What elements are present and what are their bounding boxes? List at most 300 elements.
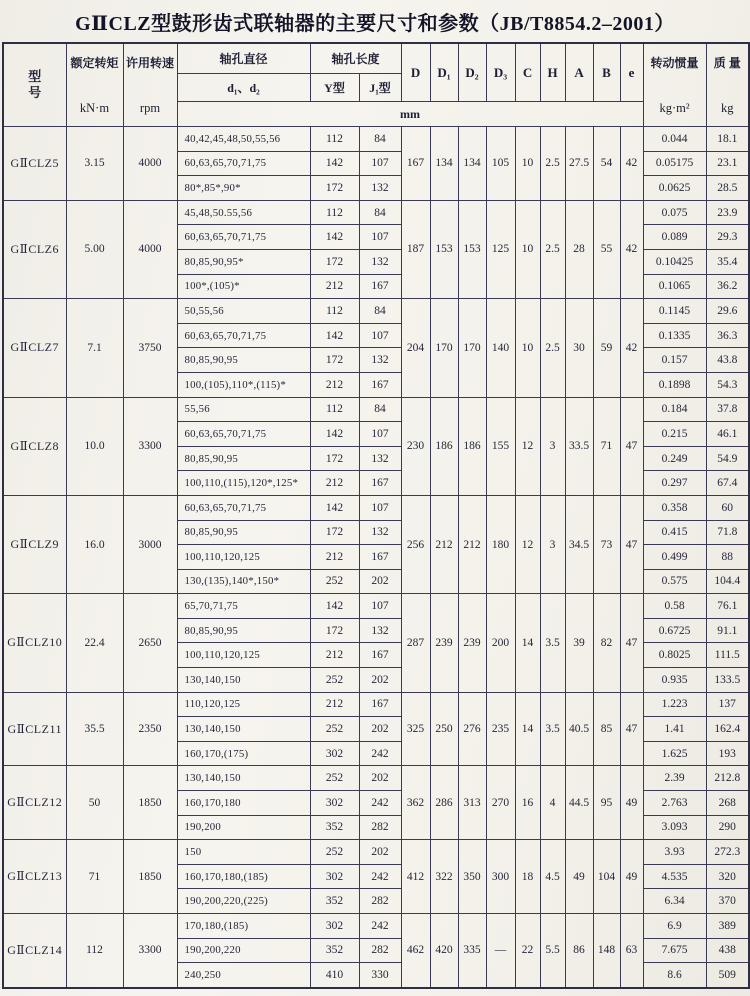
bore-diameters-cell: 60,63,65,70,71,75: [177, 225, 310, 250]
inertia-cell: 0.089: [643, 225, 706, 250]
bore-diameters-cell: 55,56: [177, 397, 310, 422]
speed-cell: 3300: [123, 914, 177, 988]
dim-cell-5: 3: [540, 397, 565, 495]
table-row: [3, 692, 749, 717]
j1-type-length-cell: 202: [359, 569, 401, 594]
dim-cell-7: 95: [593, 766, 620, 840]
dim-cell-0: 362: [401, 766, 430, 840]
mass-cell: 35.4: [706, 249, 749, 274]
dim-cell-6: 33.5: [565, 397, 593, 495]
bore-diameters-cell: 100,110,120,125: [177, 643, 310, 668]
inertia-cell: 0.358: [643, 495, 706, 520]
inertia-cell: 1.223: [643, 692, 706, 717]
bore-diameters-cell: 190,200: [177, 815, 310, 840]
dim-cell-1: 212: [430, 495, 458, 593]
dim-cell-7: 54: [593, 127, 620, 201]
table-row: [3, 397, 749, 422]
col-header-dim-4: C: [515, 43, 540, 102]
y-type-length-cell: 112: [310, 200, 359, 225]
inertia-cell: 0.499: [643, 545, 706, 570]
dim-cell-8: 47: [620, 692, 643, 766]
j1-type-length-cell: 132: [359, 348, 401, 373]
bore-diameters-cell: 190,200,220: [177, 938, 310, 963]
torque-cell: 22.4: [66, 594, 123, 692]
bore-diameters-cell: 160,170,180: [177, 791, 310, 816]
y-type-length-cell: 212: [310, 274, 359, 299]
col-header-mass: [706, 43, 749, 127]
y-type-length-cell: 352: [310, 815, 359, 840]
inertia-cell: 4.535: [643, 864, 706, 889]
inertia-cell: 0.1065: [643, 274, 706, 299]
dim-cell-3: 125: [486, 200, 515, 298]
dim-cell-0: 187: [401, 200, 430, 298]
inertia-cell: 0.0625: [643, 176, 706, 201]
j1-type-length-cell: 132: [359, 618, 401, 643]
dim-cell-3: 200: [486, 594, 515, 692]
dim-cell-7: 71: [593, 397, 620, 495]
inertia-cell: 0.1898: [643, 372, 706, 397]
bore-diameters-cell: 60,63,65,70,71,75: [177, 323, 310, 348]
mass-cell: 29.3: [706, 225, 749, 250]
col-header-dim-8: e: [620, 43, 643, 102]
bore-diameters-cell: 150: [177, 840, 310, 865]
y-type-length-cell: 252: [310, 717, 359, 742]
mass-cell: 137: [706, 692, 749, 717]
inertia-cell: 6.34: [643, 889, 706, 914]
dim-cell-2: 276: [458, 692, 486, 766]
bore-diameters-cell: 80,85,90,95: [177, 446, 310, 471]
torque-header-label: 额定转矩: [70, 56, 119, 70]
dim-cell-6: 30: [565, 299, 593, 397]
dim-cell-8: 49: [620, 840, 643, 914]
y-type-length-cell: 302: [310, 914, 359, 939]
dim-cell-1: 134: [430, 127, 458, 201]
y-type-length-cell: 142: [310, 151, 359, 176]
mass-cell: 54.9: [706, 446, 749, 471]
bore-diameters-cell: 60,63,65,70,71,75: [177, 422, 310, 447]
dim-cell-8: 47: [620, 594, 643, 692]
inertia-cell: 0.184: [643, 397, 706, 422]
mass-cell: 60: [706, 495, 749, 520]
dim-cell-8: 47: [620, 397, 643, 495]
dim-cell-0: 167: [401, 127, 430, 201]
j1-type-length-cell: 282: [359, 815, 401, 840]
mass-cell: 46.1: [706, 422, 749, 447]
inertia-cell: 8.6: [643, 963, 706, 988]
y-type-length-cell: 142: [310, 225, 359, 250]
y-type-length-cell: 172: [310, 176, 359, 201]
mass-cell: 320: [706, 864, 749, 889]
j1-type-length-cell: 132: [359, 249, 401, 274]
y-type-length-cell: 252: [310, 766, 359, 791]
mass-cell: 29.6: [706, 299, 749, 324]
bore-diameters-cell: 60,63,65,70,71,75: [177, 495, 310, 520]
speed-cell: 1850: [123, 766, 177, 840]
dim-cell-8: 47: [620, 495, 643, 593]
inertia-cell: 0.415: [643, 520, 706, 545]
table-row: [3, 495, 749, 520]
j1-type-length-cell: 84: [359, 200, 401, 225]
col-header-inertia: [643, 43, 706, 127]
dim-cell-5: 3: [540, 495, 565, 593]
dim-cell-4: 18: [515, 840, 540, 914]
torque-cell: 35.5: [66, 692, 123, 766]
dim-cell-6: 49: [565, 840, 593, 914]
dim-cell-2: 153: [458, 200, 486, 298]
bore-diameters-cell: 160,170,(175): [177, 741, 310, 766]
bore-diameters-cell: 80,85,90,95: [177, 520, 310, 545]
mass-cell: 54.3: [706, 372, 749, 397]
inertia-cell: 3.93: [643, 840, 706, 865]
dim-cell-1: 420: [430, 914, 458, 988]
mass-cell: 268: [706, 791, 749, 816]
j1-type-length-cell: 202: [359, 766, 401, 791]
inertia-cell: 0.05175: [643, 151, 706, 176]
dim-cell-5: 5.5: [540, 914, 565, 988]
dim-cell-6: 44.5: [565, 766, 593, 840]
dim-cell-4: 16: [515, 766, 540, 840]
j1-type-length-cell: 282: [359, 938, 401, 963]
inertia-header-label: 转动惯量: [650, 56, 699, 70]
torque-cell: 10.0: [66, 397, 123, 495]
model-cell: GⅡCLZ9: [3, 495, 66, 593]
dim-cell-4: 10: [515, 299, 540, 397]
col-subheader-j1-type: J₁型: [359, 74, 401, 102]
model-header-line1: 型: [28, 68, 42, 84]
col-header-dim-5: H: [540, 43, 565, 102]
unit-band-mm: mm: [177, 102, 643, 127]
dim-cell-8: 49: [620, 766, 643, 840]
j1-type-length-cell: 202: [359, 717, 401, 742]
dim-cell-3: 235: [486, 692, 515, 766]
dim-cell-2: 170: [458, 299, 486, 397]
mass-cell: 88: [706, 545, 749, 570]
j1-type-length-cell: 242: [359, 741, 401, 766]
j1-type-length-cell: 107: [359, 225, 401, 250]
inertia-cell: 0.075: [643, 200, 706, 225]
j1-type-length-cell: 167: [359, 274, 401, 299]
dim-cell-3: —: [486, 914, 515, 988]
speed-cell: 4000: [123, 200, 177, 298]
bore-diameters-cell: 130,140,150: [177, 717, 310, 742]
y-type-length-cell: 142: [310, 594, 359, 619]
y-type-length-cell: 212: [310, 471, 359, 496]
dim-cell-4: 14: [515, 692, 540, 766]
mass-cell: 104.4: [706, 569, 749, 594]
y-type-length-cell: 142: [310, 323, 359, 348]
mass-cell: 67.4: [706, 471, 749, 496]
dim-cell-0: 204: [401, 299, 430, 397]
torque-cell: 50: [66, 766, 123, 840]
dim-cell-7: 73: [593, 495, 620, 593]
inertia-cell: 7.675: [643, 938, 706, 963]
j1-type-length-cell: 242: [359, 791, 401, 816]
speed-cell: 3300: [123, 397, 177, 495]
j1-type-length-cell: 202: [359, 668, 401, 693]
y-type-length-cell: 142: [310, 495, 359, 520]
dim-cell-5: 3.5: [540, 594, 565, 692]
table-body: [3, 127, 749, 988]
col-header-dim-2: D₂: [458, 43, 486, 102]
table-row: [3, 766, 749, 791]
j1-type-length-cell: 167: [359, 372, 401, 397]
bore-diameters-cell: 80,85,90,95: [177, 348, 310, 373]
j1-type-length-cell: 132: [359, 176, 401, 201]
col-header-bore-length: 轴孔长度: [310, 43, 401, 74]
inertia-cell: 0.297: [643, 471, 706, 496]
inertia-cell: 2.763: [643, 791, 706, 816]
mass-cell: 71.8: [706, 520, 749, 545]
j1-type-length-cell: 107: [359, 151, 401, 176]
speed-cell: 2350: [123, 692, 177, 766]
mass-cell: 18.1: [706, 127, 749, 152]
mass-cell: 193: [706, 741, 749, 766]
dim-cell-6: 34.5: [565, 495, 593, 593]
dim-cell-5: 2.5: [540, 127, 565, 201]
j1-type-length-cell: 167: [359, 545, 401, 570]
table-row: [3, 594, 749, 619]
dim-cell-1: 322: [430, 840, 458, 914]
bore-diameters-cell: 65,70,71,75: [177, 594, 310, 619]
y-type-length-cell: 410: [310, 963, 359, 988]
y-type-length-cell: 252: [310, 668, 359, 693]
bore-diameters-cell: 110,120,125: [177, 692, 310, 717]
header-row-1: [3, 43, 749, 74]
col-header-dim-7: B: [593, 43, 620, 102]
mass-cell: 37.8: [706, 397, 749, 422]
col-header-torque: [66, 43, 123, 127]
j1-type-length-cell: 242: [359, 864, 401, 889]
model-cell: GⅡCLZ6: [3, 200, 66, 298]
inertia-cell: 0.935: [643, 668, 706, 693]
dim-cell-6: 28: [565, 200, 593, 298]
dim-cell-6: 86: [565, 914, 593, 988]
j1-type-length-cell: 330: [359, 963, 401, 988]
bore-diameters-cell: 240,250: [177, 963, 310, 988]
dim-cell-8: 42: [620, 200, 643, 298]
dim-cell-5: 4.5: [540, 840, 565, 914]
mass-cell: 438: [706, 938, 749, 963]
speed-cell: 3750: [123, 299, 177, 397]
y-type-length-cell: 172: [310, 618, 359, 643]
inertia-cell: 0.58: [643, 594, 706, 619]
dim-cell-5: 4: [540, 766, 565, 840]
mass-cell: 36.3: [706, 323, 749, 348]
dim-cell-1: 170: [430, 299, 458, 397]
bore-diameters-cell: 130,140,150: [177, 668, 310, 693]
col-header-dim-0: D: [401, 43, 430, 102]
y-type-length-cell: 352: [310, 938, 359, 963]
table-row: [3, 914, 749, 939]
dim-cell-8: 42: [620, 299, 643, 397]
dim-cell-4: 10: [515, 127, 540, 201]
y-type-length-cell: 302: [310, 791, 359, 816]
torque-cell: 71: [66, 840, 123, 914]
bore-diameters-cell: 100,(105),110*,(115)*: [177, 372, 310, 397]
bore-diameters-cell: 45,48,50.55,56: [177, 200, 310, 225]
mass-cell: 272.3: [706, 840, 749, 865]
mass-cell: 389: [706, 914, 749, 939]
y-type-length-cell: 142: [310, 422, 359, 447]
dim-cell-2: 134: [458, 127, 486, 201]
inertia-cell: 0.8025: [643, 643, 706, 668]
model-cell: GⅡCLZ11: [3, 692, 66, 766]
y-type-length-cell: 252: [310, 569, 359, 594]
j1-type-length-cell: 242: [359, 914, 401, 939]
page-title: GⅡCLZ型鼓形齿式联轴器的主要尺寸和参数（JB/T8854.2–2001）: [75, 13, 675, 35]
speed-header-label: 许用转速: [125, 56, 174, 70]
inertia-cell: 0.1335: [643, 323, 706, 348]
bore-diameters-cell: 190,200,220,(225): [177, 889, 310, 914]
y-type-length-cell: 172: [310, 520, 359, 545]
inertia-cell: 0.215: [643, 422, 706, 447]
dim-cell-6: 27.5: [565, 127, 593, 201]
bore-diameters-cell: 100,110,(115),120*,125*: [177, 471, 310, 496]
bore-diameters-cell: 40,42,45,48,50,55,56: [177, 127, 310, 152]
speed-cell: 2650: [123, 594, 177, 692]
dim-cell-2: 350: [458, 840, 486, 914]
y-type-length-cell: 302: [310, 864, 359, 889]
y-type-length-cell: 172: [310, 446, 359, 471]
model-cell: GⅡCLZ13: [3, 840, 66, 914]
col-subheader-d1-d2: d₁、d₂: [177, 74, 310, 102]
dim-cell-3: 105: [486, 127, 515, 201]
dim-cell-4: 12: [515, 495, 540, 593]
dim-cell-3: 155: [486, 397, 515, 495]
dim-cell-7: 104: [593, 840, 620, 914]
j1-type-length-cell: 132: [359, 520, 401, 545]
col-header-dim-1: D₁: [430, 43, 458, 102]
y-type-length-cell: 252: [310, 840, 359, 865]
j1-type-length-cell: 132: [359, 446, 401, 471]
col-header-dim-6: A: [565, 43, 593, 102]
dim-cell-6: 39: [565, 594, 593, 692]
dim-cell-3: 300: [486, 840, 515, 914]
inertia-cell: 0.575: [643, 569, 706, 594]
j1-type-length-cell: 84: [359, 127, 401, 152]
inertia-cell: 1.625: [643, 741, 706, 766]
inertia-cell: 1.41: [643, 717, 706, 742]
bore-diameters-cell: 80,85,90,95*: [177, 249, 310, 274]
table-row: [3, 299, 749, 324]
mass-header-unit: kg: [721, 101, 734, 115]
col-subheader-y-type: Y型: [310, 74, 359, 102]
dim-cell-0: 462: [401, 914, 430, 988]
torque-cell: 16.0: [66, 495, 123, 593]
mass-cell: 36.2: [706, 274, 749, 299]
j1-type-length-cell: 84: [359, 397, 401, 422]
speed-header-unit: rpm: [139, 101, 161, 115]
y-type-length-cell: 212: [310, 692, 359, 717]
model-cell: GⅡCLZ5: [3, 127, 66, 201]
y-type-length-cell: 302: [310, 741, 359, 766]
model-header-line2: 号: [28, 85, 42, 100]
j1-type-length-cell: 202: [359, 840, 401, 865]
table-row: [3, 200, 749, 225]
coupling-spec-table: [2, 42, 750, 989]
mass-cell: 111.5: [706, 643, 749, 668]
dim-cell-0: 230: [401, 397, 430, 495]
inertia-cell: 0.044: [643, 127, 706, 152]
mass-cell: 91.1: [706, 618, 749, 643]
torque-header-unit: kN·m: [79, 101, 110, 115]
mass-cell: 43.8: [706, 348, 749, 373]
model-cell: GⅡCLZ8: [3, 397, 66, 495]
mass-cell: 76.1: [706, 594, 749, 619]
j1-type-length-cell: 84: [359, 299, 401, 324]
torque-cell: 7.1: [66, 299, 123, 397]
table-row: [3, 127, 749, 152]
dim-cell-3: 270: [486, 766, 515, 840]
j1-type-length-cell: 107: [359, 323, 401, 348]
dim-cell-8: 42: [620, 127, 643, 201]
dim-cell-2: 239: [458, 594, 486, 692]
dim-cell-6: 40.5: [565, 692, 593, 766]
j1-type-length-cell: 167: [359, 471, 401, 496]
y-type-length-cell: 212: [310, 643, 359, 668]
mass-cell: 212.8: [706, 766, 749, 791]
mass-cell: 509: [706, 963, 749, 988]
mass-cell: 162.4: [706, 717, 749, 742]
dim-cell-0: 325: [401, 692, 430, 766]
model-cell: GⅡCLZ12: [3, 766, 66, 840]
dim-cell-4: 22: [515, 914, 540, 988]
dim-cell-7: 55: [593, 200, 620, 298]
dim-cell-1: 250: [430, 692, 458, 766]
dim-cell-7: 148: [593, 914, 620, 988]
dim-cell-0: 412: [401, 840, 430, 914]
y-type-length-cell: 172: [310, 249, 359, 274]
y-type-length-cell: 112: [310, 299, 359, 324]
dim-cell-3: 180: [486, 495, 515, 593]
dim-cell-1: 286: [430, 766, 458, 840]
dim-cell-1: 239: [430, 594, 458, 692]
dim-cell-4: 12: [515, 397, 540, 495]
mass-cell: 23.9: [706, 200, 749, 225]
col-header-model: [3, 43, 66, 127]
inertia-cell: 0.249: [643, 446, 706, 471]
speed-cell: 1850: [123, 840, 177, 914]
dim-cell-2: 186: [458, 397, 486, 495]
dim-cell-0: 287: [401, 594, 430, 692]
dim-cell-5: 3.5: [540, 692, 565, 766]
j1-type-length-cell: 167: [359, 643, 401, 668]
speed-cell: 4000: [123, 127, 177, 201]
j1-type-length-cell: 167: [359, 692, 401, 717]
dim-cell-1: 153: [430, 200, 458, 298]
y-type-length-cell: 212: [310, 372, 359, 397]
bore-diameters-cell: 170,180,(185): [177, 914, 310, 939]
dim-cell-0: 256: [401, 495, 430, 593]
dim-cell-1: 186: [430, 397, 458, 495]
dim-cell-7: 82: [593, 594, 620, 692]
dim-cell-4: 14: [515, 594, 540, 692]
model-cell: GⅡCLZ7: [3, 299, 66, 397]
torque-cell: 3.15: [66, 127, 123, 201]
j1-type-length-cell: 107: [359, 495, 401, 520]
col-header-dim-3: D₃: [486, 43, 515, 102]
inertia-cell: 0.6725: [643, 618, 706, 643]
col-header-bore-diameter: 轴孔直径: [177, 43, 310, 74]
dim-cell-8: 63: [620, 914, 643, 988]
y-type-length-cell: 352: [310, 889, 359, 914]
mass-cell: 290: [706, 815, 749, 840]
inertia-header-unit: kg·m²: [659, 101, 690, 115]
dim-cell-5: 2.5: [540, 200, 565, 298]
y-type-length-cell: 212: [310, 545, 359, 570]
dim-cell-5: 2.5: [540, 299, 565, 397]
dim-cell-2: 212: [458, 495, 486, 593]
